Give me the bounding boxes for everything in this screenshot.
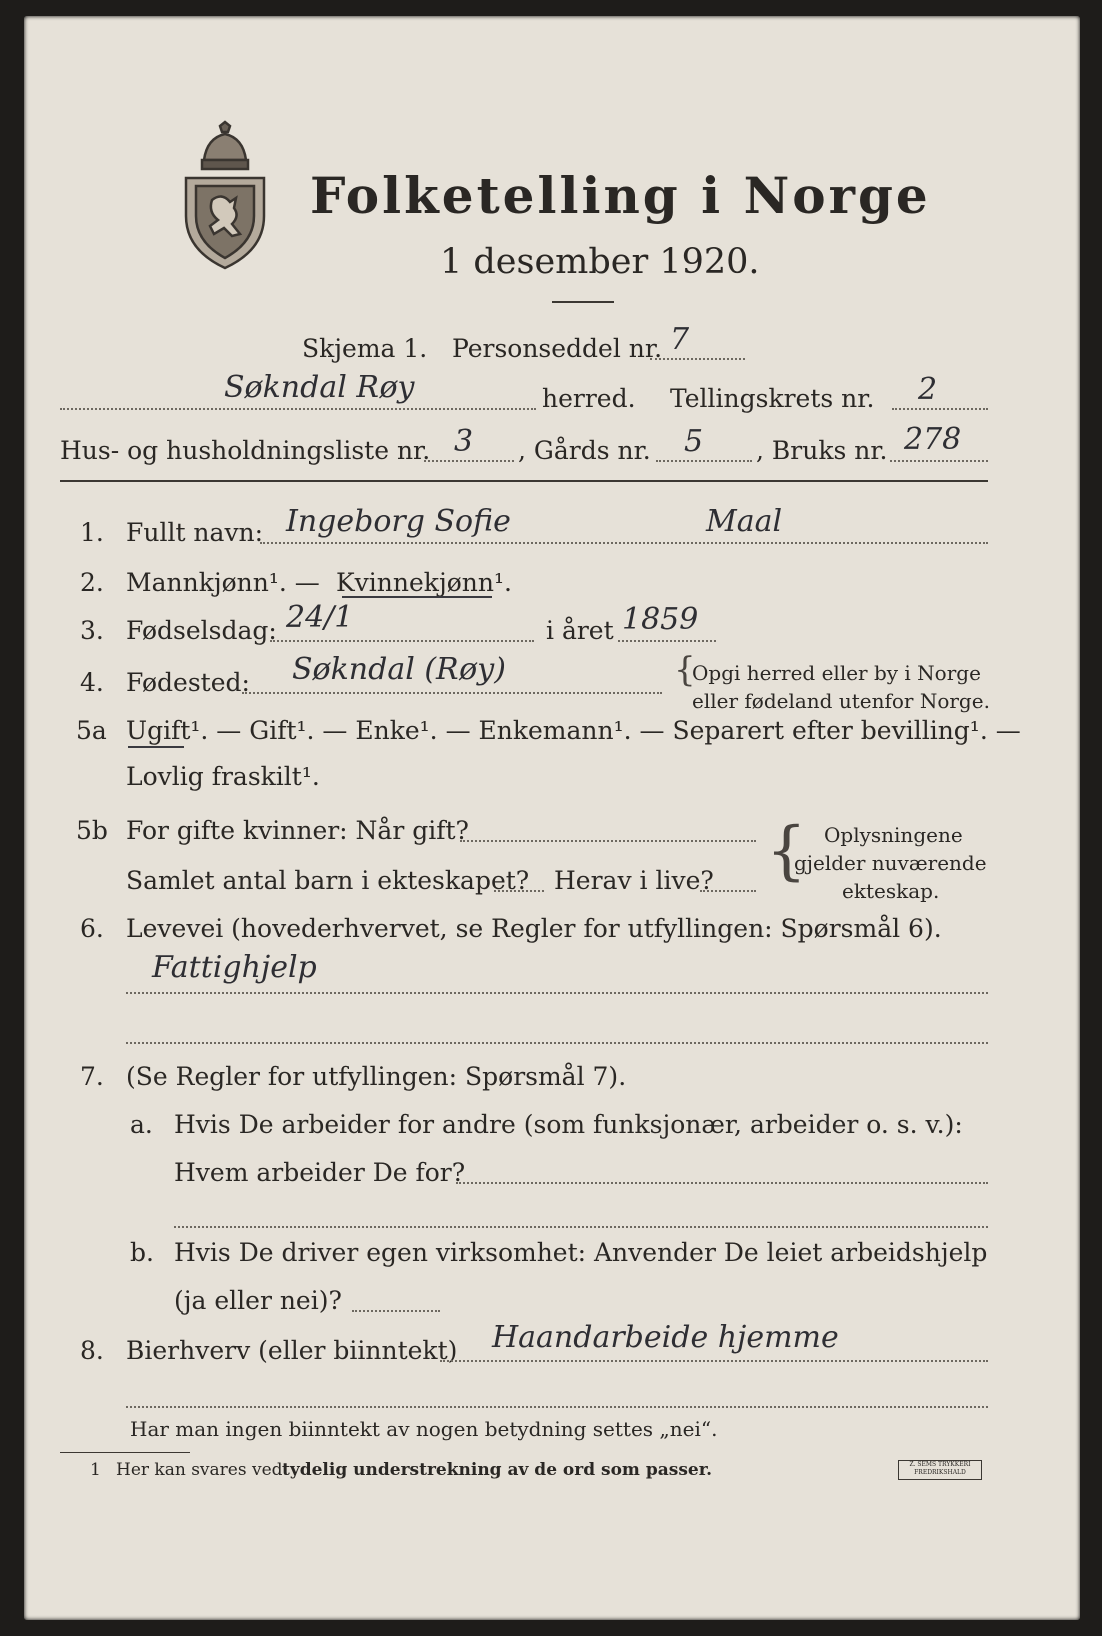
q5b-number: 5b [76, 816, 108, 845]
skjema-label: Skjema 1. [302, 334, 428, 363]
q3-year-line [618, 640, 716, 642]
q7a-answer-line1 [456, 1182, 988, 1184]
q8-line1 [440, 1360, 988, 1362]
q7-label: (Se Regler for utfyllingen: Spørsmål 7). [126, 1062, 627, 1091]
q5b-line3 [700, 890, 756, 892]
footnote-text-a: Her kan svares ved [116, 1460, 283, 1480]
q5b-note-line1: Oplysningene [824, 823, 963, 847]
q7b-line1: Hvis De driver egen virksomhet: Anvender De leiet arbeidshjelp [174, 1238, 988, 1267]
q7b-answer-line [352, 1310, 440, 1312]
hus-value[interactable]: 3 [454, 424, 474, 459]
hus-label: Hus- og husholdningsliste nr. [60, 436, 431, 465]
q5b-label1: For gifte kvinner: Når gift? [126, 816, 469, 845]
q1-value-last[interactable]: Maal [706, 504, 783, 539]
q8-label: Bierhverv (eller biinntekt) [126, 1336, 458, 1365]
q7-number: 7. [80, 1062, 104, 1091]
q2-number: 2. [80, 568, 104, 597]
q5b-note-line3: ekteskap. [842, 879, 940, 903]
tellingskrets-line [892, 408, 988, 410]
q5a-options-line1[interactable]: Ugift¹. — Gift¹. — Enke¹. — Enkemann¹. — Separert efter bevilling¹. — [126, 716, 1021, 745]
q5b-note-line2: gjelder nuværende [794, 851, 987, 875]
q8-value[interactable]: Haandarbeide hjemme [492, 1320, 839, 1355]
q6-label: Levevei (hovederhvervet, se Regler for utfyllingen: Spørsmål 6). [126, 914, 942, 943]
q4-label: Fødested: [126, 668, 250, 697]
q1-number: 1. [80, 518, 104, 547]
q1-label: Fullt navn: [126, 518, 264, 547]
q7a-letter: a. [130, 1110, 153, 1139]
q5b-note-brace: { [766, 814, 807, 888]
printer-stamp-line2: FREDRIKSHALD [914, 1469, 966, 1476]
bruks-line [890, 460, 988, 462]
personseddel-line [650, 358, 745, 360]
tellingskrets-value[interactable]: 2 [918, 372, 938, 407]
herred-line [60, 408, 536, 410]
q5b-line2 [494, 890, 544, 892]
bruks-value[interactable]: 278 [904, 422, 962, 457]
q3-day-line [270, 640, 534, 642]
herred-value[interactable]: Søkndal Røy [224, 370, 415, 405]
printer-stamp-line1: Z. SEMS TRYKKERI [909, 1461, 971, 1468]
q8-number: 8. [80, 1336, 104, 1365]
q3-label: Fødselsdag: [126, 616, 277, 645]
q6-line2 [126, 1042, 988, 1044]
title-divider [552, 301, 614, 303]
q5a-number: 5a [76, 716, 107, 745]
herred-label: herred. [542, 384, 636, 413]
q3-year-label: i året [546, 616, 614, 645]
form-title: Folketelling i Norge [310, 166, 931, 225]
q5a-options-line2[interactable]: Lovlig fraskilt¹. [126, 762, 320, 791]
q5b-label3: Herav i live? [554, 866, 714, 895]
q6-line1 [126, 992, 988, 994]
bruks-label: , Bruks nr. [756, 436, 888, 465]
q4-line [242, 692, 662, 694]
q1-value-first[interactable]: Ingeborg Sofie [286, 504, 511, 539]
q7a-line1: Hvis De arbeider for andre (som funksjonær, arbeider o. s. v.): [174, 1110, 963, 1139]
footnote-text-b: tydelig understrekning av de ord som passer. [282, 1460, 713, 1480]
q7a-line2: Hvem arbeider De for? [174, 1158, 466, 1187]
gards-line [656, 460, 752, 462]
q5a-ugift-underline [128, 746, 184, 748]
q7b-letter: b. [130, 1238, 154, 1267]
q4-note-brace: { [674, 650, 696, 690]
gards-label: , Gårds nr. [518, 436, 651, 465]
footnote-mark: 1 [90, 1460, 101, 1480]
coat-of-arms-icon [182, 120, 268, 272]
q5b-label2: Samlet antal barn i ekteskapet? [126, 866, 530, 895]
q3-year-value[interactable]: 1859 [622, 602, 699, 637]
printer-stamp [898, 1460, 982, 1480]
footnote-divider [60, 1452, 190, 1453]
header-separator [60, 480, 988, 482]
personseddel-value[interactable]: 7 [670, 322, 690, 357]
q8-note: Har man ingen biinntekt av nogen betydning settes „nei“. [130, 1417, 718, 1441]
q2-mann-option[interactable]: Mannkjønn¹. — [126, 568, 320, 597]
q7b-line2: (ja eller nei)? [174, 1286, 342, 1315]
tellingskrets-label: Tellingskrets nr. [670, 384, 875, 413]
q4-note-line1: Opgi herred eller by i Norge [692, 661, 981, 685]
q6-number: 6. [80, 914, 104, 943]
q4-value[interactable]: Søkndal (Røy) [292, 652, 506, 687]
q3-number: 3. [80, 616, 104, 645]
q2-kvinne-underline [342, 596, 492, 598]
q8-line2 [126, 1406, 988, 1408]
hus-line [424, 460, 514, 462]
census-form-page [24, 16, 1080, 1620]
q4-number: 4. [80, 668, 104, 697]
q1-line [260, 542, 988, 544]
q3-day-value[interactable]: 24/1 [286, 600, 354, 635]
q6-value[interactable]: Fattighjelp [152, 950, 317, 985]
q7a-answer-line2 [174, 1226, 988, 1228]
census-date: 1 desember 1920. [440, 242, 760, 282]
q2-kvinne-option[interactable]: Kvinnekjønn¹. [336, 568, 512, 597]
gards-value[interactable]: 5 [684, 424, 704, 459]
personseddel-label: Personseddel nr. [452, 334, 663, 363]
q5b-line1 [460, 840, 756, 842]
q4-note-line2: eller fødeland utenfor Norge. [692, 689, 990, 713]
